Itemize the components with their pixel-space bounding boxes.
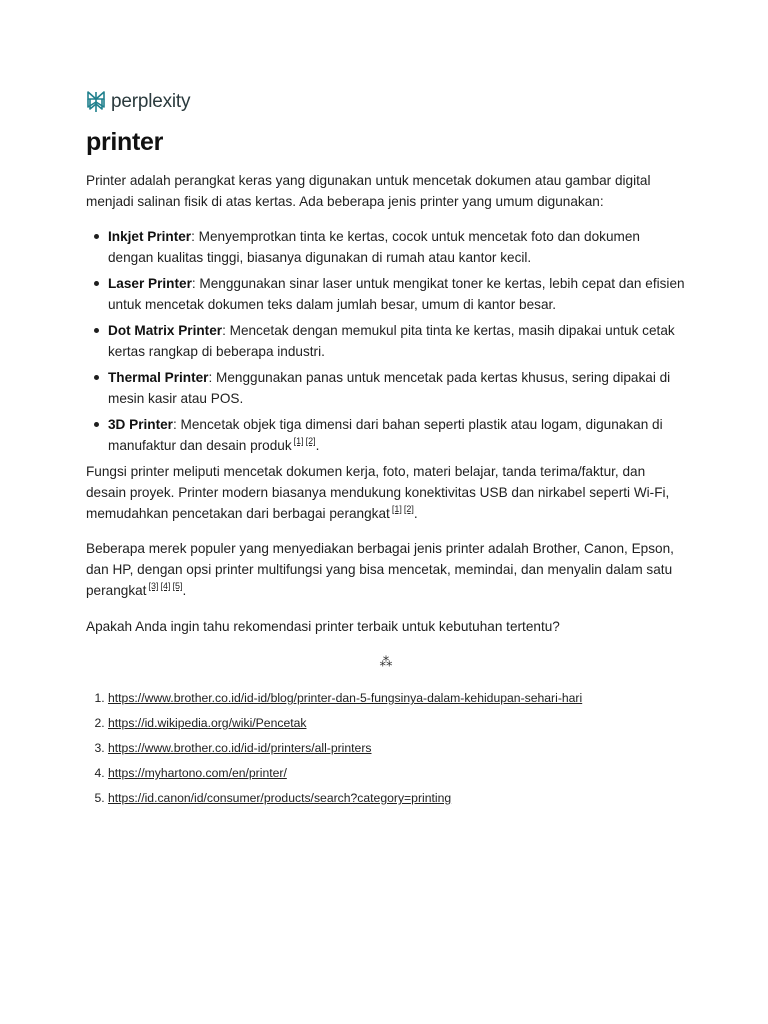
list-item [108, 320, 686, 362]
printer-types-list [86, 226, 686, 456]
list-item [108, 273, 686, 315]
brands-paragraph [86, 538, 686, 601]
type-name: Laser Printer [108, 276, 192, 291]
type-description: : Mencetak dengan memukul pita tinta ke kertas, masih dipakai untuk cetak kertas rangkap di beberapa industri. [108, 323, 675, 359]
type-name: Inkjet Printer [108, 229, 192, 244]
type-description: : Mencetak objek tiga dimensi dari bahan seperti plastik atau logam, digunakan di manufaktur dan desain produk [108, 417, 663, 453]
reference-link[interactable]: https://www.brother.co.id/id-id/printers/all-printers [108, 741, 372, 755]
reference-item [108, 715, 686, 731]
type-name: 3D Printer [108, 417, 173, 432]
reference-link[interactable]: https://id.canon/id/consumer/products/search?category=printing [108, 791, 452, 805]
type-name: Dot Matrix Printer [108, 323, 223, 338]
references-list [86, 690, 686, 806]
reference-link[interactable]: https://id.wikipedia.org/wiki/Pencetak [108, 716, 307, 730]
reference-item [108, 790, 686, 806]
intro-paragraph: Printer adalah perangkat keras yang digunakan untuk mencetak dokumen atau gambar digital menjadi salinan fisik di atas kertas. Ada beberapa jenis printer yang umum digunakan: [86, 173, 651, 209]
period: . [413, 506, 418, 521]
reference-item [108, 690, 686, 706]
reference-link[interactable]: https://www.brother.co.id/id-id/blog/printer-dan-5-fungsinya-dalam-kehidupan-sehari-hari [108, 691, 583, 705]
citation-link[interactable]: [1] [293, 436, 304, 446]
paragraph-text: Fungsi printer meliputi mencetak dokumen kerja, foto, materi belajar, tanda terima/faktur, dan desain proyek. Printer modern biasanya mendukung konektivitas USB dan nirkabel seperti Wi-Fi, memudahkan pencetakan dari berbagai perangkat [86, 464, 670, 521]
brand-logo[interactable] [86, 90, 190, 114]
type-description: : Menggunakan panas untuk mencetak pada kertas khusus, sering dipakai di mesin kasir atau POS. [108, 370, 671, 406]
question-paragraph: Apakah Anda ingin tahu rekomendasi printer terbaik untuk kebutuhan tertentu? [86, 619, 560, 634]
type-name: Thermal Printer [108, 370, 209, 385]
page-title: printer [86, 128, 164, 156]
citation-link[interactable]: [2] [403, 504, 414, 514]
brand-name: perplexity [111, 91, 191, 112]
citation-link[interactable]: [2] [305, 436, 316, 446]
reference-item [108, 740, 686, 756]
period: . [315, 438, 320, 453]
type-description: : Menggunakan sinar laser untuk mengikat toner ke kertas, lebih cepat dan efisien untuk mencetak dokumen teks dalam jumlah besar, umum di kantor besar. [108, 276, 685, 312]
citation-link[interactable]: [5] [172, 581, 183, 591]
list-item [108, 414, 686, 456]
citation-link[interactable]: [3] [148, 581, 159, 591]
list-item [108, 226, 686, 268]
citation-link[interactable]: [4] [160, 581, 171, 591]
perplexity-logo-icon [86, 90, 106, 114]
article-body [86, 170, 686, 815]
functions-paragraph [86, 461, 686, 524]
reference-link[interactable]: https://myhartono.com/en/printer/ [108, 766, 287, 780]
paragraph-text: Beberapa merek populer yang menyediakan berbagai jenis printer adalah Brother, Canon, Epson, dan HP, dengan opsi printer multifungsi yang bisa mencetak, memindai, dan menyalin dalam satu perangkat [86, 541, 674, 598]
reference-item [108, 765, 686, 781]
type-description: : Menyemprotkan tinta ke kertas, cocok untuk mencetak foto dan dokumen dengan kualitas tinggi, biasanya digunakan di rumah atau kantor kecil. [108, 229, 640, 265]
list-item [108, 367, 686, 409]
citation-link[interactable]: [1] [391, 504, 402, 514]
section-divider: ⁂ [379, 654, 393, 669]
period: . [182, 583, 187, 598]
